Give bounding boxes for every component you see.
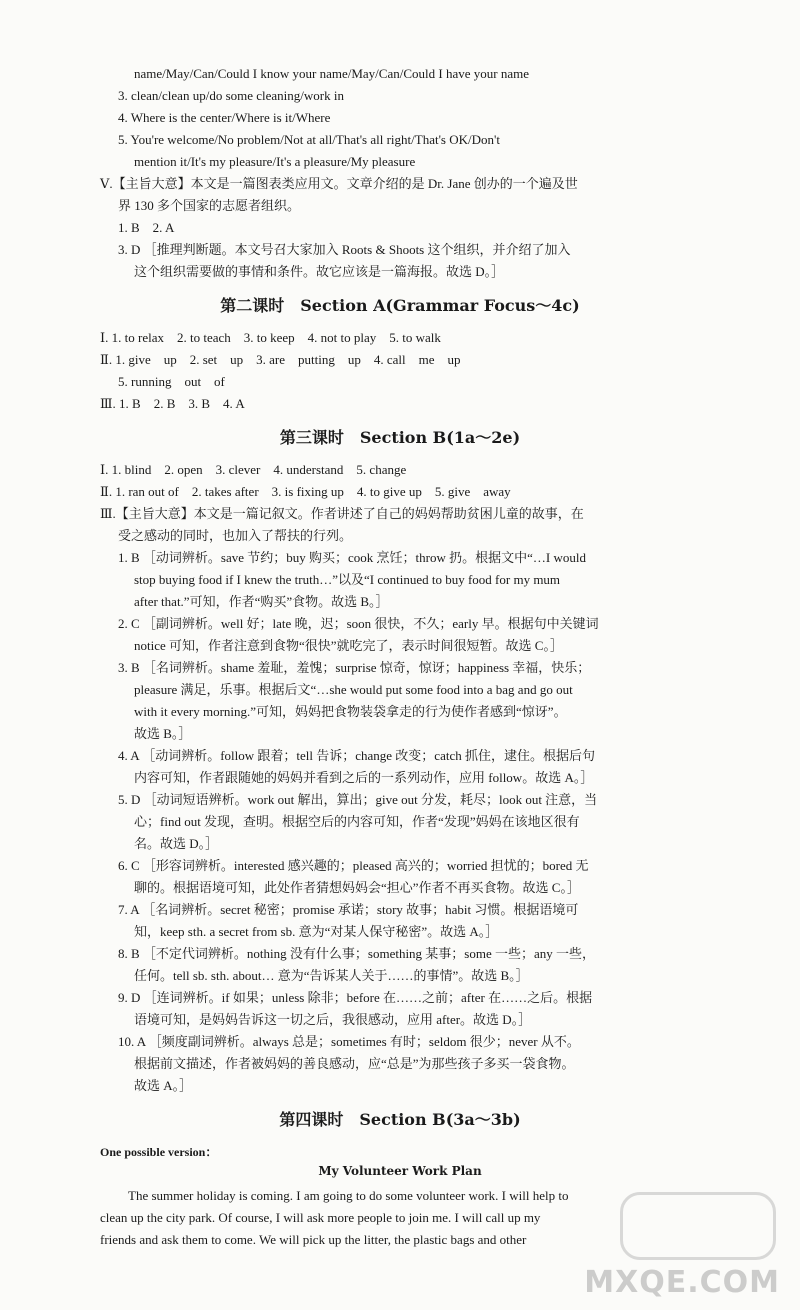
- answer-line: 6. C ［形容词辨析。interested 感兴趣的；pleased 高兴的；worried 担忧的；bored 无: [118, 858, 589, 873]
- answer-line: 5. You're welcome/No problem/Not at all/That's all right/That's OK/Don't: [118, 132, 500, 147]
- answer-line: Ⅲ.【主旨大意】本文是一篇记叙文。作者讲述了自己的妈妈帮助贫困儿童的故事，在: [100, 506, 584, 521]
- section-heading: 第二课时 Section A(Grammar Focus～4c): [220, 296, 580, 315]
- answer-line: 根据前文描述，作者被妈妈的善良感动，应“总是”为那些孩子多买一袋食物。: [134, 1056, 575, 1071]
- answer-line: 4. Where is the center/Where is it/Where: [118, 110, 331, 125]
- answer-line: Ⅱ. 1. give up 2. set up 3. are putting up 4. call me up: [100, 352, 461, 367]
- answer-line: Ⅱ. 1. ran out of 2. takes after 3. is fixing up 4. to give up 5. give away: [100, 484, 511, 499]
- answer-line: 7. A ［名词辨析。secret 秘密；promise 承诺；story 故事；habit 习惯。根据语境可: [118, 902, 579, 917]
- answer-line: 9. D ［连词辨析。if 如果；unless 除非；before 在……之前；after 在……之后。根据: [118, 990, 593, 1005]
- answer-line: Ⅴ.【主旨大意】本文是一篇图表类应用文。文章介绍的是 Dr. Jane 创办的一个遍及世: [100, 176, 578, 191]
- sample-label: One possible version：: [100, 1145, 218, 1159]
- answer-line: name/May/Can/Could I know your name/May/Can/Could I have your name: [134, 66, 529, 81]
- answer-line: 5. running out of: [118, 374, 225, 389]
- answer-line: Ⅲ. 1. B 2. B 3. B 4. A: [100, 396, 245, 411]
- answer-line: 3. D ［推理判断题。本文号召大家加入 Roots & Shoots 这个组织，并介绍了加入: [118, 242, 571, 257]
- answer-line: 这个组织需要做的事情和条件。故它应该是一篇海报。故选 D。］: [134, 264, 505, 279]
- answer-line: 1. B 2. A: [118, 220, 175, 235]
- answer-line: 10. A ［频度副词辨析。always 总是；sometimes 有时；seldom 很少；never 从不。: [118, 1034, 580, 1049]
- answer-line: 4. A ［动词辨析。follow 跟着；tell 告诉；change 改变；catch 抓住，逮住。根据后句: [118, 748, 595, 763]
- answer-line: after that.”可知，作者“购买”食物。故选 B。］: [134, 594, 389, 609]
- essay-line: The summer holiday is coming. I am going to do some volunteer work. I will help to: [128, 1188, 569, 1203]
- answer-line: 界 130 多个国家的志愿者组织。: [118, 198, 301, 213]
- watermark-text: MXQE.COM: [584, 1265, 780, 1300]
- answer-line: 2. C ［副词辨析。well 好；late 晚，迟；soon 很快，不久；early 早。根据句中关键词: [118, 616, 599, 631]
- answer-line: 1. B ［动词辨析。save 节约；buy 购买；cook 烹饪；throw 扔。根据文中“…I would: [118, 550, 586, 565]
- answer-line: 语境可知，是妈妈告诉这一切之后，我很感动，应用 after。故选 D。］: [134, 1012, 532, 1027]
- section-heading: 第三课时 Section B(1a～2e): [279, 428, 521, 447]
- answer-line: 故选 A。］: [134, 1078, 193, 1093]
- answer-line: 知，keep sth. a secret from sb. 意为“对某人保守秘密”。故选 A。］: [134, 924, 499, 939]
- answer-line: 心；find out 发现，查明。根据空后的内容可知，作者“发现”妈妈在该地区很有: [134, 814, 580, 829]
- answer-line: Ⅰ. 1. to relax 2. to teach 3. to keep 4. not to play 5. to walk: [100, 330, 441, 345]
- answer-line: pleasure 满足，乐事。根据后文“…she would put some food into a bag and go out: [134, 682, 573, 697]
- answer-line: Ⅰ. 1. blind 2. open 3. clever 4. understand 5. change: [100, 462, 407, 477]
- answer-line: notice 可知，作者注意到食物“很快”就吃完了，表示时间很短暂。故选 C。］: [134, 638, 563, 653]
- watermark-logo: [584, 1192, 788, 1302]
- answer-line: stop buying food if I knew the truth…”以及“I continued to buy food for my mum: [134, 572, 561, 587]
- answer-line: 内容可知，作者跟随她的妈妈并看到之后的一系列动作，应用 follow。故选 A。］: [134, 770, 594, 785]
- essay-line: friends and ask them to come. We will pick up the litter, the plastic bags and other: [100, 1232, 527, 1247]
- answer-line: 5. D ［动词短语辨析。work out 解出，算出；give out 分发，耗尽；look out 注意，当: [118, 792, 598, 807]
- answer-line: with it every morning.”可知，妈妈把食物装袋拿走的行为使作者感到“惊讶”。: [134, 704, 567, 719]
- answer-line: 3. B ［名词辨析。shame 羞耻，羞愧；surprise 惊奇，惊讶；happiness 幸福，快乐；: [118, 660, 591, 675]
- essay-line: clean up the city park. Of course, I will ask more people to join me. I will call up my: [100, 1210, 541, 1225]
- answer-line: 名。故选 D。］: [134, 836, 219, 851]
- answer-line: 8. B ［不定代词辨析。nothing 没有什么事；something 某事；some 一些；any 一些，: [118, 946, 596, 961]
- answer-line: mention it/It's my pleasure/It's a pleasure/My pleasure: [134, 154, 416, 169]
- answer-line: 3. clean/clean up/do some cleaning/work in: [118, 88, 344, 103]
- watermark-seal-icon: [620, 1192, 776, 1260]
- section-heading: 第四课时 Section B(3a～3b): [279, 1110, 521, 1129]
- answer-line: 受之感动的同时，也加入了帮扶的行列。: [118, 528, 353, 543]
- answer-line: 任何。tell sb. sth. about… 意为“告诉某人关于……的事情”。故选 B。］: [134, 968, 529, 983]
- essay-title: My Volunteer Work Plan: [318, 1164, 482, 1178]
- answer-line: 聊的。根据语境可知，此处作者猜想妈妈会“担心”作者不再买食物。故选 C。］: [134, 880, 580, 895]
- answer-line: 故选 B。］: [134, 726, 192, 741]
